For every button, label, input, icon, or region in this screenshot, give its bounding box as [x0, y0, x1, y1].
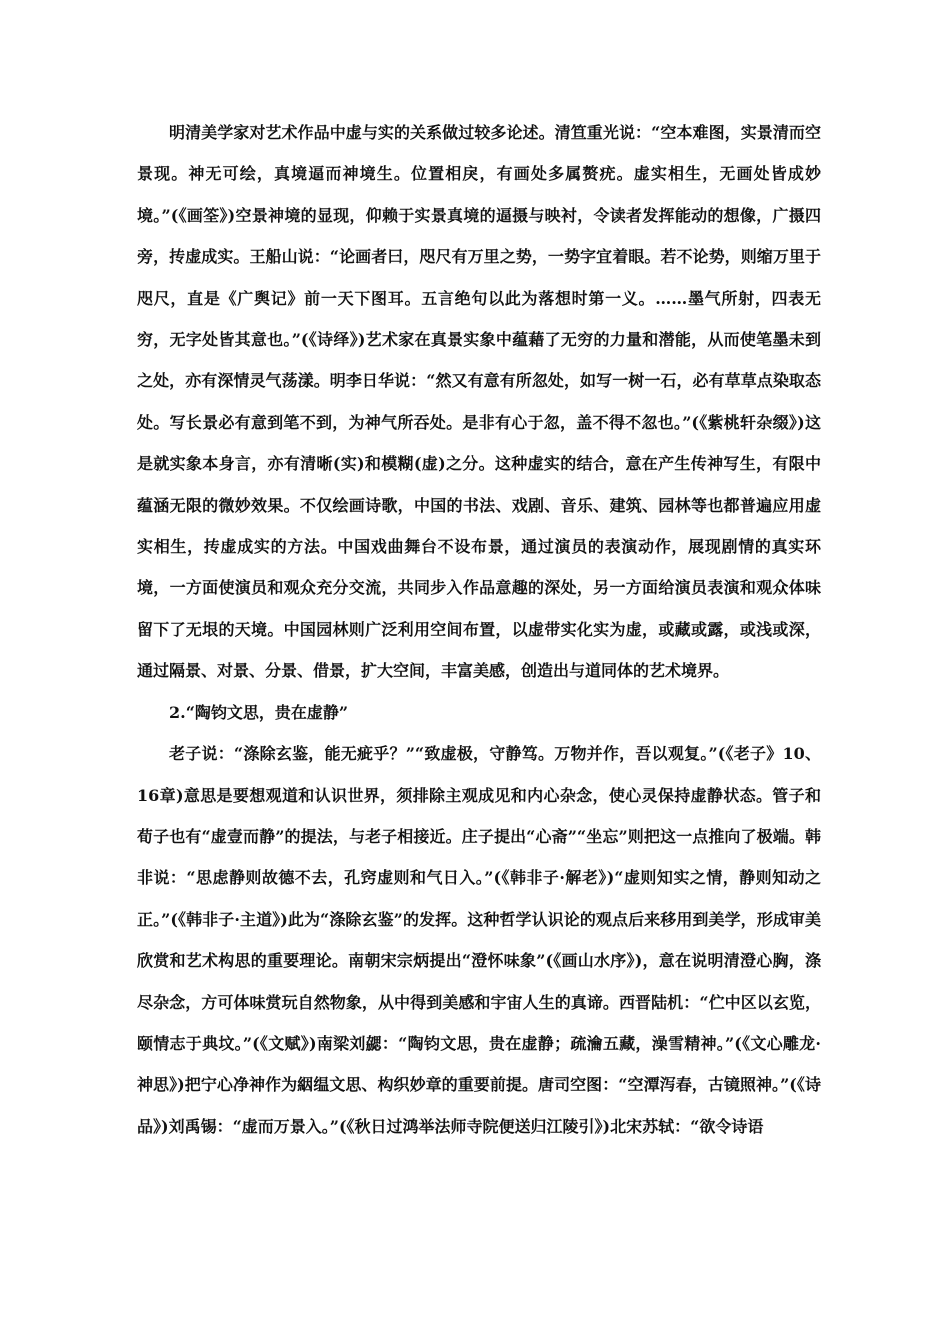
section-heading: 2.“陶钧文思，贵在虚静”: [169, 702, 349, 722]
paragraph-laozi: 老子说：“涤除玄鉴，能无疵乎？”“致虚极，守静笃。万物并作，吾以观复。”(《老子》10、16章)意思是要想观道和认识世界，须排除主观成见和内心杂念，使心灵保持虚静状态。管子和荀子也有“虚壹而静”的提法，与老子相接近。庄子提出“心斋”“坐忘”则把这一点推向了极端。韩非说：“思虑静则故德不去，孔窍虚则和气日入。”(《韩非子·解老》)“虚则知实之情，静则知动之正。”(《韩非子·主道》)此为“涤除玄鉴”的发挥。这种哲学认识论的观点后来移用到美学，形成审美欣赏和艺术构思的重要理论。南朝宋宗炳提出“澄怀味象”(《画山水序》)，意在说明清澄心胸，涤尽杂念，方可体味赏玩自然物象，从中得到美感和宇宙人生的真谛。西晋陆机：“伫中区以玄览，颐情志于典坟。”(《文赋》)南梁刘勰：“陶钧文思，贵在虚静；疏瀹五藏，澡雪精神。”(《文心雕龙·神思》)把宁心净神作为絪缊文思、构织妙章的重要前提。唐司空图：“空潭泻春，古镜照神。”(《诗品》)刘禹锡：“虚而万景入。”(《秋日过鸿举法师寺院便送归江陵引》)北宋苏轼：“欲令诗语: [137, 744, 821, 1136]
document-body: [137, 112, 821, 1147]
paragraph-ming-qing-aesthetics: 明清美学家对艺术作品中虚与实的关系做过较多论述。清笪重光说：“空本难图，实景清而空景现。神无可绘，真境逼而神境生。位置相戾，有画处多属赘疣。虚实相生，无画处皆成妙境。”(《画筌》)空景神境的显现，仰赖于实景真境的逼摄与映衬，令读者发挥能动的想像，广摄四旁，抟虚成实。王船山说：“论画者曰，咫尺有万里之势，一势字宜着眼。若不论势，则缩万里于咫尺，直是《广舆记》前一天下图耳。五言绝句以此为落想时第一义。……墨气所射，四表无穷，无字处皆其意也。”(《诗绎》)艺术家在真景实象中蕴藉了无穷的力量和潜能，从而使笔墨未到之处，亦有深情灵气荡漾。明李日华说：“然又有意有所忽处，如写一树一石，必有草草点染取态处。写长景必有意到笔不到，为神气所吞处。是非有心于忽，盖不得不忽也。”(《紫桃轩杂缀》)这是就实象本身言，亦有清晰(实)和模糊(虚)之分。这种虚实的结合，意在产生传神写生，有限中蕴涵无限的微妙效果。不仅绘画诗歌，中国的书法、戏剧、音乐、建筑、园林等也都普遍应用虚实相生，抟虚成实的方法。中国戏曲舞台不设布景，通过演员的表演动作，展现剧情的真实环境，一方面使演员和观众充分交流，共同步入作品意趣的深处，另一方面给演员表演和观众体味留下了无垠的天境。中国园林则广泛利用空间布置，以虚带实化实为虚，或藏或露，或浅或深，通过隔景、对景、分景、借景，扩大空间，丰富美感，创造出与道同体的艺术境界。: [137, 123, 821, 681]
